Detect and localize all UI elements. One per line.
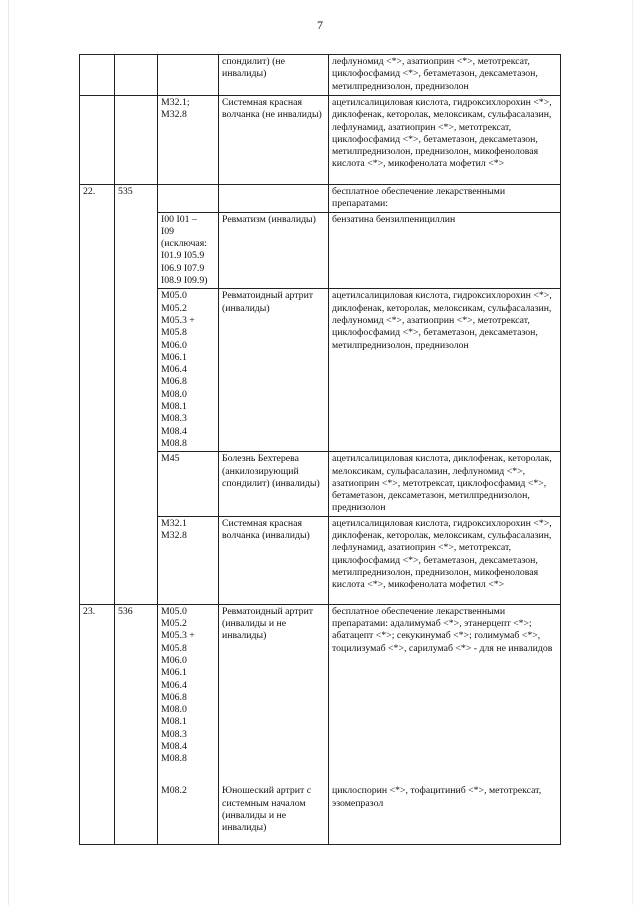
icd-code: M08.1 xyxy=(161,401,187,413)
icd-code: M06.0 xyxy=(161,339,187,351)
drug-list: ацетилсалициловая кислота, гидроксихлорохин <*>, диклофенак, кеторолак, мелоксикам, сульфасалазин, лефлунамид, азатиоприн <*>, метотрексат, циклофосфамид <*>, бетаметазон, дексаметазон, метилпреднизолон, преднизолон, микофеноловая кислота <*>, микофенолата мофетил <*> xyxy=(329,96,561,185)
row-number: 22. xyxy=(80,185,115,213)
icd-code: M06.8 xyxy=(161,376,187,388)
icd-code: I09 xyxy=(161,225,175,237)
table-row xyxy=(80,96,561,185)
icd-codes xyxy=(158,212,219,289)
row-id: 536 xyxy=(115,604,158,784)
icd-code: M08.0 xyxy=(161,704,187,716)
icd-codes xyxy=(158,516,219,604)
table-row xyxy=(80,185,561,213)
row-id xyxy=(115,784,158,844)
row-id xyxy=(115,289,158,452)
row-number xyxy=(80,289,115,452)
drug-list: ацетилсалициловая кислота, гидроксихлорохин <*>, диклофенак, кеторолак, мелоксикам, сульфасалазин, лефлуномид <*>, азатиоприн <*>, метотрексат, циклофосфамид <*>, бетаметазон, дексаметазон, метилпреднизолон, преднизолон xyxy=(329,289,561,452)
icd-code: M08.3 xyxy=(161,728,187,740)
icd-code: M05.3 + xyxy=(161,314,195,326)
row-id xyxy=(115,452,158,516)
disease-name: Системная красная волчанка (инвалиды) xyxy=(219,516,329,604)
icd-code: I00 I01 – xyxy=(161,213,197,225)
drug-list: циклоспорин <*>, тофацитиниб <*>, метотрексат, эзомепразол xyxy=(329,784,561,844)
icd-code: M06.1 xyxy=(161,351,187,363)
icd-code: M08.8 xyxy=(161,753,187,765)
row-number xyxy=(80,212,115,289)
icd-codes xyxy=(158,289,219,452)
drug-list: бесплатное обеспечение лекарственными препаратами: xyxy=(329,185,561,213)
icd-code: I08.9 I09.9) xyxy=(161,275,208,287)
icd-code: M08.4 xyxy=(161,740,187,752)
row-id xyxy=(115,55,158,96)
icd-code: M05.8 xyxy=(161,327,187,339)
icd-code: M05.8 xyxy=(161,642,187,654)
table-row xyxy=(80,212,561,289)
table-row xyxy=(80,784,561,844)
icd-code: M05.3 + xyxy=(161,630,195,642)
icd-code: I01.9 I05.9 xyxy=(161,250,205,262)
drug-list: лефлуномид <*>, азатиоприн <*>, метотрексат, циклофосфамид <*>, бетаметазон, дексаметазон, метилпреднизолон, преднизолон xyxy=(329,55,561,96)
scan-edge-right xyxy=(632,0,633,905)
icd-code: M32.1 xyxy=(161,517,187,529)
icd-code: M05.2 xyxy=(161,302,187,314)
icd-code: M08.3 xyxy=(161,413,187,425)
table-row xyxy=(80,289,561,452)
disease-name: Ревматоидный артрит (инвалиды) xyxy=(219,289,329,452)
icd-code: M06.1 xyxy=(161,667,187,679)
table-row xyxy=(80,604,561,784)
icd-codes xyxy=(158,784,219,844)
icd-code: M05.0 xyxy=(161,290,187,302)
icd-code: (исключая: xyxy=(161,238,207,250)
row-number xyxy=(80,55,115,96)
row-id xyxy=(115,96,158,185)
table-row xyxy=(80,516,561,604)
table-row xyxy=(80,55,561,96)
icd-code: M32.8 xyxy=(161,109,187,121)
drug-list: бензатина бензилпенициллин xyxy=(329,212,561,289)
disease-name: Болезнь Бехтерева (анкилозирующий спондилит) (инвалиды) xyxy=(219,452,329,516)
disease-name: Ревматоидный артрит (инвалиды и не инвалиды) xyxy=(219,604,329,784)
icd-code: M08.2 xyxy=(161,785,187,797)
icd-code: M06.8 xyxy=(161,691,187,703)
icd-codes xyxy=(158,185,219,213)
page-number: 7 xyxy=(317,18,323,32)
icd-codes xyxy=(158,96,219,185)
row-number xyxy=(80,452,115,516)
row-number xyxy=(80,96,115,185)
icd-codes xyxy=(158,604,219,784)
icd-code: I06.9 I07.9 xyxy=(161,262,205,274)
icd-code: M05.0 xyxy=(161,605,187,617)
row-number xyxy=(80,784,115,844)
icd-code: M08.1 xyxy=(161,716,187,728)
icd-codes xyxy=(158,55,219,96)
disease-name: Ревматизм (инвалиды) xyxy=(219,212,329,289)
icd-code: M06.4 xyxy=(161,679,187,691)
row-id: 535 xyxy=(115,185,158,213)
medication-table xyxy=(79,54,561,845)
icd-code: M45 xyxy=(161,453,180,465)
disease-name: Юношеский артрит с системным началом (инвалиды и не инвалиды) xyxy=(219,784,329,844)
icd-code: M08.0 xyxy=(161,388,187,400)
disease-name xyxy=(219,185,329,213)
icd-code: M06.0 xyxy=(161,654,187,666)
disease-name: Системная красная волчанка (не инвалиды) xyxy=(219,96,329,185)
icd-code: M32.8 xyxy=(161,530,187,542)
icd-code: M05.2 xyxy=(161,618,187,630)
drug-list: ацетилсалициловая кислота, диклофенак, кеторолак, мелоксикам, сульфасалазин, лефлуномид <*>, азатиоприн <*>, метотрексат, циклофосфамид <*>, бетаметазон, дексаметазон, метилпреднизолон, преднизолон xyxy=(329,452,561,516)
icd-code: M32.1; xyxy=(161,97,190,108)
row-id xyxy=(115,516,158,604)
disease-name: спондилит) (не инвалиды) xyxy=(219,55,329,96)
icd-codes xyxy=(158,452,219,516)
scan-edge-left xyxy=(8,0,9,905)
row-id xyxy=(115,212,158,289)
table-row xyxy=(80,452,561,516)
row-number: 23. xyxy=(80,604,115,784)
icd-code: M08.4 xyxy=(161,425,187,437)
drug-list: бесплатное обеспечение лекарственными препаратами: адалимумаб <*>, этанерцепт <*>; абатацепт <*>; секукинумаб <*>; голимумаб <*>, тоцилизумаб <*>, сарилумаб <*> - для не инвалидов xyxy=(329,604,561,784)
row-number xyxy=(80,516,115,604)
icd-code: M08.8 xyxy=(161,437,187,449)
drug-list: ацетилсалициловая кислота, гидроксихлорохин <*>, диклофенак, кеторолак, мелоксикам, сульфасалазин, лефлунамид, азатиоприн <*>, метотрексат, циклофосфамид <*>, бетаметазон, дексаметазон, метилпреднизолон, преднизолон, микофеноловая кислота <*>, микофенолата мофетил <*> xyxy=(329,516,561,604)
icd-code: M06.4 xyxy=(161,364,187,376)
